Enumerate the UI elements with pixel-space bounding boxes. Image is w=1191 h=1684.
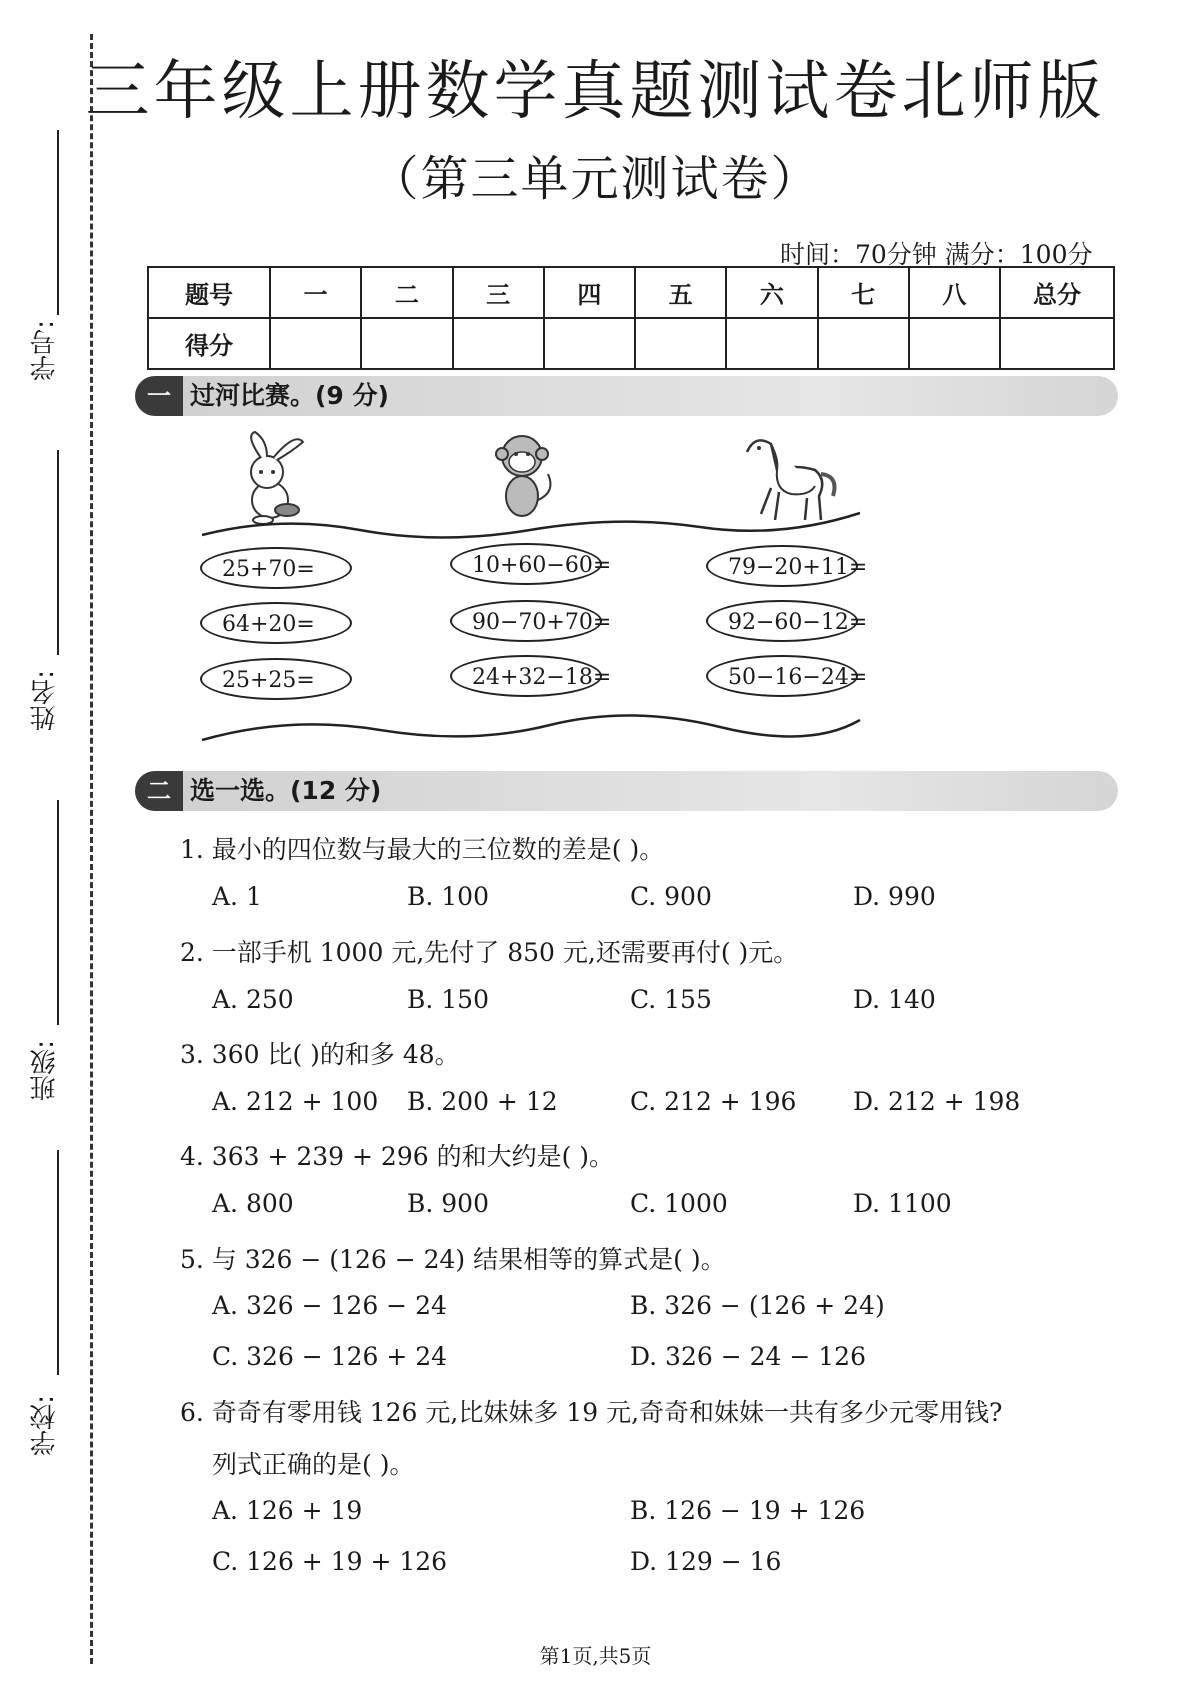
score-cell[interactable] (1000, 318, 1114, 369)
student-no-label: 学号: (30, 320, 60, 381)
row-label-cell: 得分 (148, 318, 270, 369)
page-title: 三年级上册数学真题测试卷北师版 (85, 55, 1106, 129)
section-1-number: 一 (135, 376, 183, 416)
river-bubble: 79−20+11= (706, 545, 858, 587)
score-cell[interactable] (909, 318, 1000, 369)
river-bubble: 24+32−18= (450, 655, 602, 697)
score-cell[interactable] (270, 318, 361, 369)
option-d: D. 1100 (853, 1189, 952, 1218)
exam-meta: 时间：70分钟 满分：100分 (780, 240, 1093, 269)
header-cell: 三 (453, 267, 544, 318)
option-d: D. 326 − 24 − 126 (630, 1342, 866, 1371)
question-4: 4. 363 + 239 + 296 的和大约是( )。 (180, 1142, 615, 1171)
header-cell: 六 (726, 267, 817, 318)
name-label: 姓名: (30, 670, 60, 731)
option-a: A. 326 − 126 − 24 (212, 1291, 447, 1320)
page-subtitle: （第三单元测试卷） (370, 151, 821, 207)
option-c: C. 126 + 19 + 126 (212, 1547, 448, 1576)
score-cell[interactable] (361, 318, 452, 369)
header-cell: 五 (635, 267, 726, 318)
option-d: D. 990 (853, 882, 936, 911)
option-d: D. 129 − 16 (630, 1547, 782, 1576)
school-line (57, 1150, 59, 1375)
page-footer: 第1页,共5页 (539, 1644, 652, 1668)
header-cell: 一 (270, 267, 361, 318)
option-c: C. 155 (630, 985, 712, 1014)
score-cell[interactable] (453, 318, 544, 369)
option-a: A. 212 + 100 (212, 1087, 379, 1116)
river-bubble: 10+60−60= (450, 543, 602, 585)
option-a: A. 800 (212, 1189, 294, 1218)
question-6-continued: 列式正确的是( )。 (212, 1450, 415, 1479)
option-b: B. 900 (407, 1189, 489, 1218)
option-a: A. 1 (212, 882, 262, 911)
option-b: B. 200 + 12 (407, 1087, 558, 1116)
header-cell: 四 (544, 267, 635, 318)
option-b: B. 100 (407, 882, 489, 911)
option-b: B. 150 (407, 985, 489, 1014)
section-2-title: 选一选。(12 分) (190, 776, 382, 805)
question-2: 2. 一部手机 1000 元,先付了 850 元,还需要再付( )元。 (180, 938, 799, 967)
score-cell[interactable] (544, 318, 635, 369)
header-cell: 七 (818, 267, 909, 318)
option-a: A. 126 + 19 (212, 1496, 363, 1525)
option-c: C. 212 + 196 (630, 1087, 797, 1116)
score-cell[interactable] (635, 318, 726, 369)
section-1-title: 过河比赛。(9 分) (190, 381, 389, 410)
option-c: C. 326 − 126 + 24 (212, 1342, 448, 1371)
score-cell[interactable] (726, 318, 817, 369)
binding-dashed-line (90, 34, 93, 1664)
class-line (57, 800, 59, 1025)
header-cell: 题号 (148, 267, 270, 318)
class-label: 班级: (30, 1040, 60, 1101)
score-table-header-row (148, 267, 1114, 318)
name-line (57, 450, 59, 655)
option-a: A. 250 (212, 985, 294, 1014)
score-table-score-row (148, 318, 1114, 369)
river-bubble: 25+25= (200, 658, 352, 700)
river-bubble: 50−16−24= (706, 655, 858, 697)
header-cell: 八 (909, 267, 1000, 318)
header-cell: 二 (361, 267, 452, 318)
river-bubble: 25+70= (200, 547, 352, 589)
question-1: 1. 最小的四位数与最大的三位数的差是( )。 (180, 835, 665, 864)
question-3: 3. 360 比( )的和多 48。 (180, 1040, 460, 1069)
question-5: 5. 与 326 − (126 − 24) 结果相等的算式是( )。 (180, 1245, 726, 1274)
river-bubble: 92−60−12= (706, 600, 858, 642)
river-bubble: 90−70+70= (450, 600, 602, 642)
option-c: C. 1000 (630, 1189, 728, 1218)
score-table (147, 266, 1115, 370)
option-d: D. 140 (853, 985, 936, 1014)
score-cell[interactable] (818, 318, 909, 369)
river-bubble: 64+20= (200, 602, 352, 644)
option-c: C. 900 (630, 882, 712, 911)
section-2-number: 二 (135, 771, 183, 811)
header-cell: 总分 (1000, 267, 1114, 318)
school-label: 学校: (30, 1395, 60, 1456)
option-d: D. 212 + 198 (853, 1087, 1021, 1116)
option-b: B. 126 − 19 + 126 (630, 1496, 866, 1525)
question-6: 6. 奇奇有零用钱 126 元,比妹妹多 19 元,奇奇和妹妹一共有多少元零用钱? (180, 1398, 1003, 1427)
option-b: B. 326 − (126 + 24) (630, 1291, 885, 1320)
